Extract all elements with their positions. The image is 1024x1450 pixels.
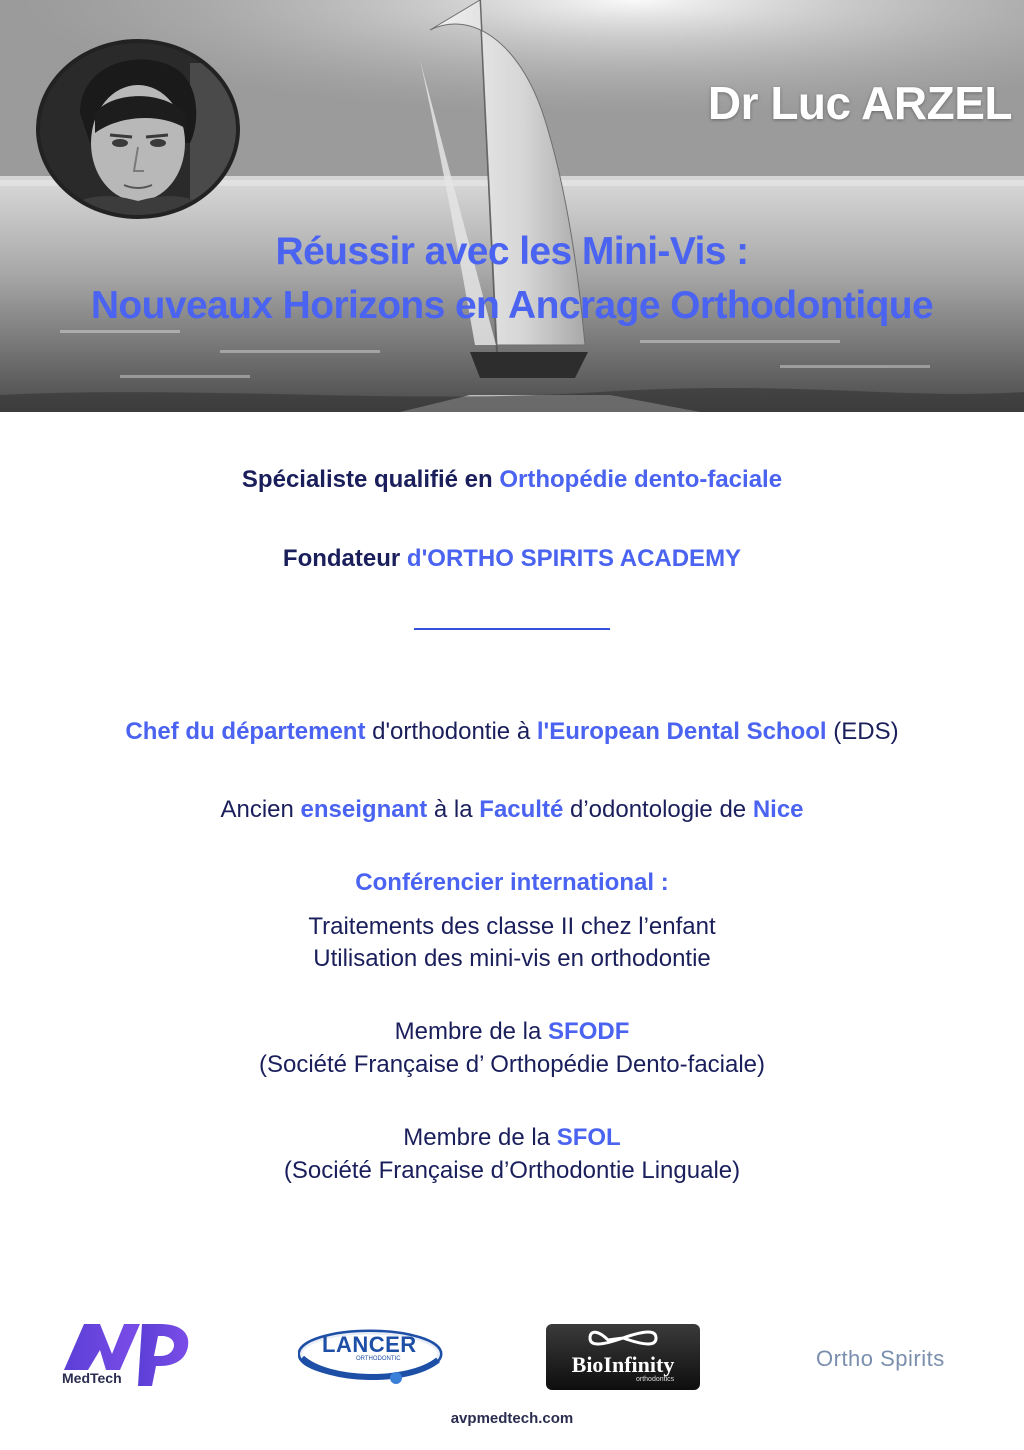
- conferencier-topic-2: Utilisation des mini-vis en orthodontie: [313, 945, 711, 972]
- lancer-logo: [298, 1326, 446, 1388]
- chef-line: [0, 718, 1024, 746]
- footer-url[interactable]: avpmedtech.com: [450, 1410, 574, 1427]
- doctor-portrait: [36, 39, 240, 219]
- founder-line: [0, 545, 1024, 573]
- sfol-acronym: SFOL: [556, 1124, 621, 1151]
- ancien-role: enseignant: [300, 796, 428, 823]
- sfol-full-name: (Société Française d’Orthodontie Linguale): [283, 1157, 741, 1184]
- sfol-prefix: Membre de la: [403, 1124, 557, 1151]
- sfol-line: [0, 1124, 1024, 1152]
- portrait-photo: [40, 43, 236, 215]
- section-divider: [414, 628, 610, 630]
- specialist-field: Orthopédie dento-faciale: [499, 466, 783, 493]
- bioinfinity-sub: orthodontics: [636, 1376, 675, 1383]
- ancien-faculty: Faculté: [479, 796, 564, 823]
- chef-title: Chef du département: [125, 718, 366, 745]
- course-title-line-2: Nouveaux Horizons en Ancrage Orthodontique: [90, 284, 934, 327]
- conferencier-topic-1: Traitements des classe II chez l’enfant: [308, 913, 716, 940]
- course-title-line-1: Réussir avec les Mini-Vis :: [275, 230, 749, 273]
- sfodf-prefix: Membre de la: [394, 1018, 549, 1045]
- conferencier-heading: Conférencier international :: [355, 869, 669, 896]
- ancien-text-2: à la: [427, 796, 480, 823]
- avp-medtech-logo: [60, 1320, 194, 1392]
- founder-academy: d'ORTHO SPIRITS ACADEMY: [406, 545, 742, 572]
- avp-caption: MedTech: [62, 1370, 122, 1386]
- specialist-line: [0, 466, 1024, 494]
- chef-text-1: d'orthodontie à: [365, 718, 537, 745]
- specialist-prefix: Spécialiste qualifié en: [241, 466, 500, 493]
- ancien-text-3: d’odontologie de: [563, 796, 753, 823]
- founder-prefix: Fondateur: [282, 545, 407, 572]
- sfodf-acronym: SFODF: [548, 1018, 630, 1045]
- sfodf-full-name: (Société Française d’ Orthopédie Dento-faciale): [258, 1051, 766, 1078]
- lancer-name: LANCER: [322, 1332, 417, 1357]
- ancien-city: Nice: [752, 796, 804, 823]
- ancien-line: [0, 796, 1024, 824]
- chef-school: l'European Dental School: [536, 718, 827, 745]
- bioinfinity-name: BioInfinity: [571, 1352, 675, 1377]
- doctor-name: Dr Luc ARZEL: [707, 77, 1012, 129]
- ortho-spirits-logo: [816, 1346, 966, 1376]
- chef-text-2: (EDS): [826, 718, 899, 745]
- bioinfinity-logo: [546, 1324, 700, 1390]
- ortho-spirits-name: Ortho Spirits: [816, 1346, 945, 1371]
- lancer-sub: ORTHODONTIC: [356, 1356, 401, 1362]
- sfodf-line: [0, 1018, 1024, 1046]
- ancien-text-1: Ancien: [220, 796, 301, 823]
- header-banner: [0, 0, 1024, 412]
